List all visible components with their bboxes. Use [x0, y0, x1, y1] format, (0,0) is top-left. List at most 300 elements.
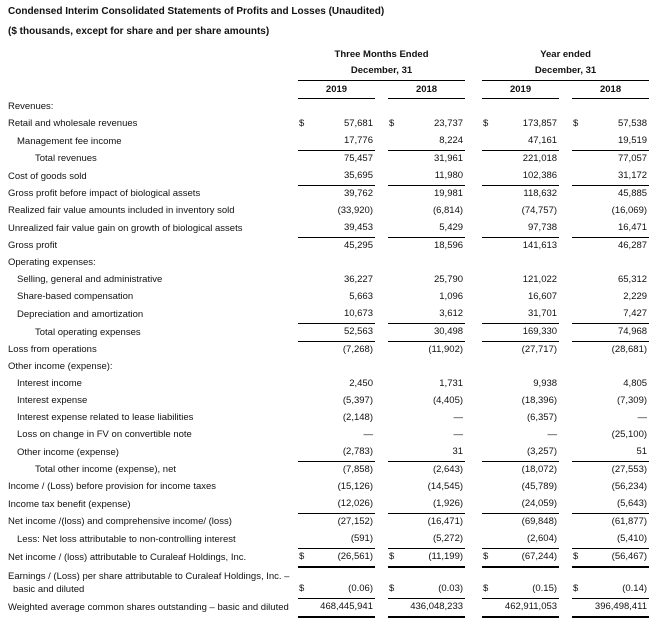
currency-symbol — [298, 376, 312, 393]
cell-value: (28,681) — [611, 344, 648, 355]
row-end-pad — [649, 531, 661, 549]
cell-value: 436,048,233 — [402, 599, 465, 618]
cell-value: (7,858) — [342, 464, 373, 475]
table-row — [8, 376, 661, 393]
currency-symbol — [482, 514, 496, 532]
column-gap — [559, 255, 572, 272]
cell-value: 39,453 — [312, 220, 375, 238]
currency-symbol — [388, 203, 402, 220]
row-label: Total operating expenses — [35, 326, 141, 338]
cell-value: (45,789) — [521, 481, 558, 492]
table-row — [8, 479, 661, 496]
currency-symbol — [388, 393, 402, 410]
column-gap — [465, 462, 482, 480]
currency-symbol — [572, 133, 586, 151]
header-spacer — [649, 64, 661, 81]
column-gap — [375, 514, 388, 532]
row-label: Loss on change in FV on convertible note — [17, 429, 192, 440]
cell-value: 102,386 — [496, 168, 559, 186]
cell-value: 35,695 — [312, 168, 375, 186]
column-gap — [465, 531, 482, 549]
header-spacer — [649, 81, 661, 99]
cell-value — [312, 99, 375, 117]
currency-symbol — [482, 220, 496, 238]
year-column-q4-2018: 2018 — [388, 81, 465, 99]
table-row — [8, 531, 661, 549]
cell-value: 25,790 — [433, 274, 464, 285]
row-end-pad — [649, 599, 661, 618]
column-gap — [375, 359, 388, 376]
column-gap — [375, 531, 388, 549]
cell-value: (0.06) — [312, 567, 375, 599]
cell-value: 77,057 — [617, 153, 648, 164]
column-gap — [559, 462, 572, 480]
cell-value — [312, 255, 375, 272]
row-end-pad — [649, 306, 661, 324]
row-end-pad — [649, 186, 661, 204]
table-row — [8, 462, 661, 480]
currency-symbol: $ — [572, 567, 586, 599]
column-gap — [465, 151, 482, 169]
column-gap — [559, 133, 572, 151]
row-end-pad — [649, 168, 661, 186]
cell-value: (6,357) — [526, 412, 558, 423]
row-end-pad — [649, 342, 661, 360]
table-row — [8, 99, 661, 117]
currency-symbol — [482, 168, 496, 186]
currency-symbol — [572, 342, 586, 360]
row-label: Interest expense related to lease liabilities — [17, 412, 194, 423]
currency-symbol: $ — [483, 118, 489, 129]
cell-value: 17,776 — [312, 133, 375, 151]
column-gap — [465, 48, 482, 64]
cell-value: 141,613 — [522, 240, 558, 251]
row-label: Gross profit before impact of biological assets — [8, 188, 201, 199]
currency-symbol — [388, 133, 402, 151]
row-end-pad — [649, 324, 661, 342]
header-spacer — [8, 48, 298, 64]
currency-symbol — [572, 99, 586, 117]
column-gap — [375, 479, 388, 496]
row-end-pad — [649, 514, 661, 532]
currency-symbol — [482, 427, 496, 444]
row-end-pad — [649, 444, 661, 462]
year-column-q4-2019: 2019 — [298, 81, 375, 99]
currency-symbol — [388, 427, 402, 444]
cell-value: 7,427 — [586, 306, 649, 324]
period-group-year-line2: December, 31 — [482, 64, 649, 81]
column-gap — [465, 427, 482, 444]
currency-symbol — [482, 272, 496, 289]
cell-value: (12,026) — [312, 496, 375, 514]
currency-symbol — [482, 99, 496, 117]
column-gap — [375, 376, 388, 393]
column-gap — [559, 393, 572, 410]
table-row — [8, 116, 661, 133]
cell-value: (16,471) — [427, 516, 464, 527]
cell-value: (7,309) — [616, 395, 648, 406]
cell-value: — — [637, 412, 648, 423]
column-gap — [465, 99, 482, 117]
row-label: Other income (expense) — [17, 446, 119, 458]
row-label: Cost of goods sold — [8, 170, 87, 182]
table-row — [8, 514, 661, 532]
table-row — [8, 410, 661, 427]
currency-symbol — [482, 496, 496, 514]
period-group-quarter-line1: Three Months Ended — [334, 49, 429, 60]
row-end-pad — [649, 479, 661, 496]
cell-value — [312, 359, 375, 376]
currency-symbol: $ — [482, 567, 496, 599]
currency-symbol — [572, 514, 586, 532]
cell-value: 1,731 — [439, 378, 464, 389]
currency-symbol — [482, 306, 496, 324]
row-label: Revenues: — [8, 101, 54, 112]
currency-symbol: $ — [388, 567, 402, 599]
currency-symbol — [572, 272, 586, 289]
cell-value: 97,738 — [496, 220, 559, 238]
currency-symbol — [572, 531, 586, 549]
statement-title: Condensed Interim Consolidated Statements of Profits and Losses (Unaudited) — [8, 6, 385, 17]
currency-symbol: $ — [298, 549, 312, 568]
row-label: Unrealized fair value gain on growth of biological assets — [8, 222, 243, 234]
column-gap — [559, 220, 572, 238]
column-gap — [375, 324, 388, 342]
row-end-pad — [649, 133, 661, 151]
column-gap — [465, 116, 482, 133]
column-gap — [375, 81, 388, 99]
cell-value: 36,227 — [343, 274, 373, 285]
row-end-pad — [649, 99, 661, 117]
currency-symbol — [388, 496, 402, 514]
cell-value: (18,072) — [521, 464, 558, 475]
table-row — [8, 549, 661, 568]
cell-value: 462,911,053 — [496, 599, 559, 618]
row-end-pad — [649, 289, 661, 306]
currency-symbol — [572, 289, 586, 306]
cell-value: (3,257) — [496, 444, 559, 462]
cell-value: (4,405) — [432, 395, 464, 406]
currency-symbol — [572, 238, 586, 256]
currency-symbol — [482, 479, 496, 496]
column-gap — [465, 342, 482, 360]
row-end-pad — [649, 496, 661, 514]
column-gap — [375, 306, 388, 324]
currency-symbol — [298, 462, 312, 480]
cell-value: 31,961 — [433, 153, 464, 164]
column-gap — [375, 238, 388, 256]
period-group-year-line1: Year ended — [540, 49, 591, 60]
year-column-fy-2019: 2019 — [482, 81, 559, 99]
column-gap — [465, 186, 482, 204]
cell-value: — — [453, 412, 464, 423]
column-gap — [375, 410, 388, 427]
currency-symbol: $ — [389, 118, 395, 129]
row-label: Share-based compensation — [17, 291, 134, 302]
column-gap — [465, 444, 482, 462]
currency-symbol — [572, 479, 586, 496]
row-label: Interest income — [17, 378, 82, 389]
cell-value: (1,926) — [402, 496, 465, 514]
table-header — [8, 48, 661, 99]
currency-symbol — [482, 151, 496, 169]
column-gap — [375, 289, 388, 306]
currency-symbol — [572, 168, 586, 186]
currency-symbol — [572, 444, 586, 462]
table-row — [8, 342, 661, 360]
column-gap — [465, 567, 482, 599]
cell-value — [586, 359, 649, 376]
column-gap — [465, 324, 482, 342]
currency-symbol — [572, 462, 586, 480]
currency-symbol — [298, 514, 312, 532]
currency-symbol — [482, 133, 496, 151]
currency-symbol — [298, 220, 312, 238]
cell-value: 2,450 — [349, 378, 373, 389]
currency-symbol — [482, 393, 496, 410]
column-gap — [465, 238, 482, 256]
row-end-pad — [649, 567, 661, 599]
currency-symbol — [298, 496, 312, 514]
currency-symbol — [572, 255, 586, 272]
row-label: Operating expenses: — [8, 257, 96, 268]
row-label: Depreciation and amortization — [17, 308, 144, 320]
cell-value — [586, 99, 649, 117]
table-row — [8, 238, 661, 256]
row-end-pad — [649, 427, 661, 444]
cell-value: 31 — [402, 444, 465, 462]
column-gap — [465, 203, 482, 220]
cell-value: 18,596 — [433, 240, 464, 251]
cell-value: 65,312 — [617, 274, 648, 285]
cell-value: 46,287 — [617, 240, 648, 251]
cell-value: (14,545) — [427, 481, 464, 492]
column-gap — [559, 427, 572, 444]
column-gap — [559, 272, 572, 289]
row-end-pad — [649, 272, 661, 289]
column-gap — [559, 168, 572, 186]
cell-value: (27,152) — [337, 516, 373, 527]
row-end-pad — [649, 549, 661, 568]
row-label: Interest expense — [17, 395, 88, 406]
currency-symbol — [572, 410, 586, 427]
currency-symbol — [388, 342, 402, 360]
column-gap — [375, 427, 388, 444]
currency-symbol — [388, 289, 402, 306]
row-label: Income / (Loss) before provision for income taxes — [8, 481, 217, 492]
currency-symbol — [482, 238, 496, 256]
currency-symbol — [298, 342, 312, 360]
cell-value: 8,224 — [402, 133, 465, 151]
cell-value: (2,604) — [496, 531, 559, 549]
cell-value: (5,643) — [586, 496, 649, 514]
currency-symbol — [482, 342, 496, 360]
currency-symbol — [572, 220, 586, 238]
row-end-pad — [649, 151, 661, 169]
cell-value: 169,330 — [496, 324, 559, 342]
cell-value — [586, 255, 649, 272]
currency-symbol — [388, 444, 402, 462]
cell-value: (56,467) — [586, 549, 649, 568]
table-row — [8, 496, 661, 514]
table-row — [8, 186, 661, 204]
table-row — [8, 203, 661, 220]
cell-value: 57,681 — [343, 118, 373, 129]
currency-symbol — [388, 151, 402, 169]
cell-value: 19,981 — [433, 188, 464, 199]
column-gap — [559, 116, 572, 133]
table-row — [8, 168, 661, 186]
column-gap — [465, 479, 482, 496]
currency-symbol — [482, 203, 496, 220]
cell-value: — — [547, 429, 558, 440]
column-gap — [559, 324, 572, 342]
currency-symbol — [298, 238, 312, 256]
column-gap — [465, 220, 482, 238]
currency-symbol — [388, 272, 402, 289]
currency-symbol — [572, 376, 586, 393]
currency-symbol — [388, 220, 402, 238]
column-gap — [375, 496, 388, 514]
currency-symbol — [298, 168, 312, 186]
header-spacer — [8, 81, 298, 99]
currency-symbol: $ — [388, 549, 402, 568]
row-end-pad — [649, 203, 661, 220]
currency-symbol — [298, 272, 312, 289]
column-gap — [465, 549, 482, 568]
currency-symbol — [388, 99, 402, 117]
column-gap — [375, 462, 388, 480]
currency-symbol — [298, 410, 312, 427]
currency-symbol: $ — [298, 567, 312, 599]
column-gap — [465, 133, 482, 151]
cell-value: (0.03) — [402, 567, 465, 599]
currency-symbol — [298, 99, 312, 117]
currency-symbol — [388, 324, 402, 342]
cell-value: 47,161 — [496, 133, 559, 151]
currency-symbol — [572, 306, 586, 324]
row-end-pad — [649, 220, 661, 238]
table-row — [8, 359, 661, 376]
column-gap — [375, 151, 388, 169]
table-row — [8, 289, 661, 306]
currency-symbol: $ — [572, 549, 586, 568]
cell-value: (0.15) — [496, 567, 559, 599]
table-body — [8, 99, 661, 618]
cell-value: (0.14) — [586, 567, 649, 599]
currency-symbol — [388, 186, 402, 204]
currency-symbol — [388, 531, 402, 549]
column-gap — [559, 359, 572, 376]
cell-value: (591) — [312, 531, 375, 549]
currency-symbol — [298, 151, 312, 169]
column-gap — [559, 289, 572, 306]
currency-symbol — [572, 427, 586, 444]
row-end-pad — [649, 376, 661, 393]
cell-value: 74,968 — [586, 324, 649, 342]
cell-value: 31,701 — [496, 306, 559, 324]
column-gap — [375, 599, 388, 618]
cell-value: — — [453, 429, 464, 440]
row-label: Total revenues — [35, 153, 97, 164]
currency-symbol — [298, 289, 312, 306]
column-gap — [465, 393, 482, 410]
column-gap — [375, 393, 388, 410]
row-end-pad — [649, 462, 661, 480]
currency-symbol — [388, 410, 402, 427]
cell-value: 121,022 — [522, 274, 558, 285]
currency-symbol — [388, 238, 402, 256]
currency-symbol — [482, 599, 496, 618]
cell-value: (5,397) — [342, 395, 373, 406]
row-end-pad — [649, 255, 661, 272]
column-gap — [559, 496, 572, 514]
column-gap — [559, 410, 572, 427]
column-gap — [559, 342, 572, 360]
header-spacer — [8, 64, 298, 81]
cell-value — [402, 359, 465, 376]
currency-symbol — [298, 479, 312, 496]
cell-value: 221,018 — [522, 153, 558, 164]
cell-value: 51 — [586, 444, 649, 462]
table-row — [8, 393, 661, 410]
cell-value: (27,717) — [521, 344, 558, 355]
cell-value — [402, 255, 465, 272]
row-label: Total other income (expense), net — [35, 464, 176, 475]
column-gap — [375, 255, 388, 272]
table-row — [8, 427, 661, 444]
income-statement-table — [8, 48, 661, 618]
table-row — [8, 306, 661, 324]
column-gap — [559, 549, 572, 568]
table-row — [8, 220, 661, 238]
cell-value — [496, 99, 559, 117]
currency-symbol — [482, 186, 496, 204]
row-label: Net income / (loss) attributable to Curaleaf Holdings, Inc. — [8, 552, 247, 563]
cell-value: 75,457 — [343, 153, 373, 164]
cell-value: (15,126) — [337, 481, 373, 492]
row-label: Selling, general and administrative — [17, 274, 163, 285]
currency-symbol — [298, 186, 312, 204]
cell-value: 45,885 — [617, 188, 648, 199]
table-row — [8, 151, 661, 169]
cell-value: (5,410) — [586, 531, 649, 549]
period-group-quarter-line2: December, 31 — [298, 64, 465, 81]
currency-symbol — [388, 479, 402, 496]
cell-value: (25,100) — [611, 429, 648, 440]
currency-symbol: $ — [299, 118, 305, 129]
column-gap — [465, 496, 482, 514]
cell-value: 2,229 — [623, 291, 648, 302]
row-label: Retail and wholesale revenues — [8, 118, 138, 129]
cell-value: 11,980 — [402, 168, 465, 186]
column-gap — [559, 479, 572, 496]
currency-symbol — [482, 410, 496, 427]
currency-symbol — [572, 151, 586, 169]
column-gap — [559, 99, 572, 117]
column-gap — [465, 255, 482, 272]
column-gap — [559, 306, 572, 324]
row-label: Weighted average common shares outstanding – basic and diluted — [8, 602, 289, 613]
row-end-pad — [649, 410, 661, 427]
cell-value: 16,607 — [527, 291, 558, 302]
currency-symbol — [388, 599, 402, 618]
cell-value: (18,396) — [521, 395, 558, 406]
column-gap — [465, 376, 482, 393]
cell-value: 19,519 — [586, 133, 649, 151]
currency-symbol — [298, 393, 312, 410]
currency-symbol — [298, 306, 312, 324]
